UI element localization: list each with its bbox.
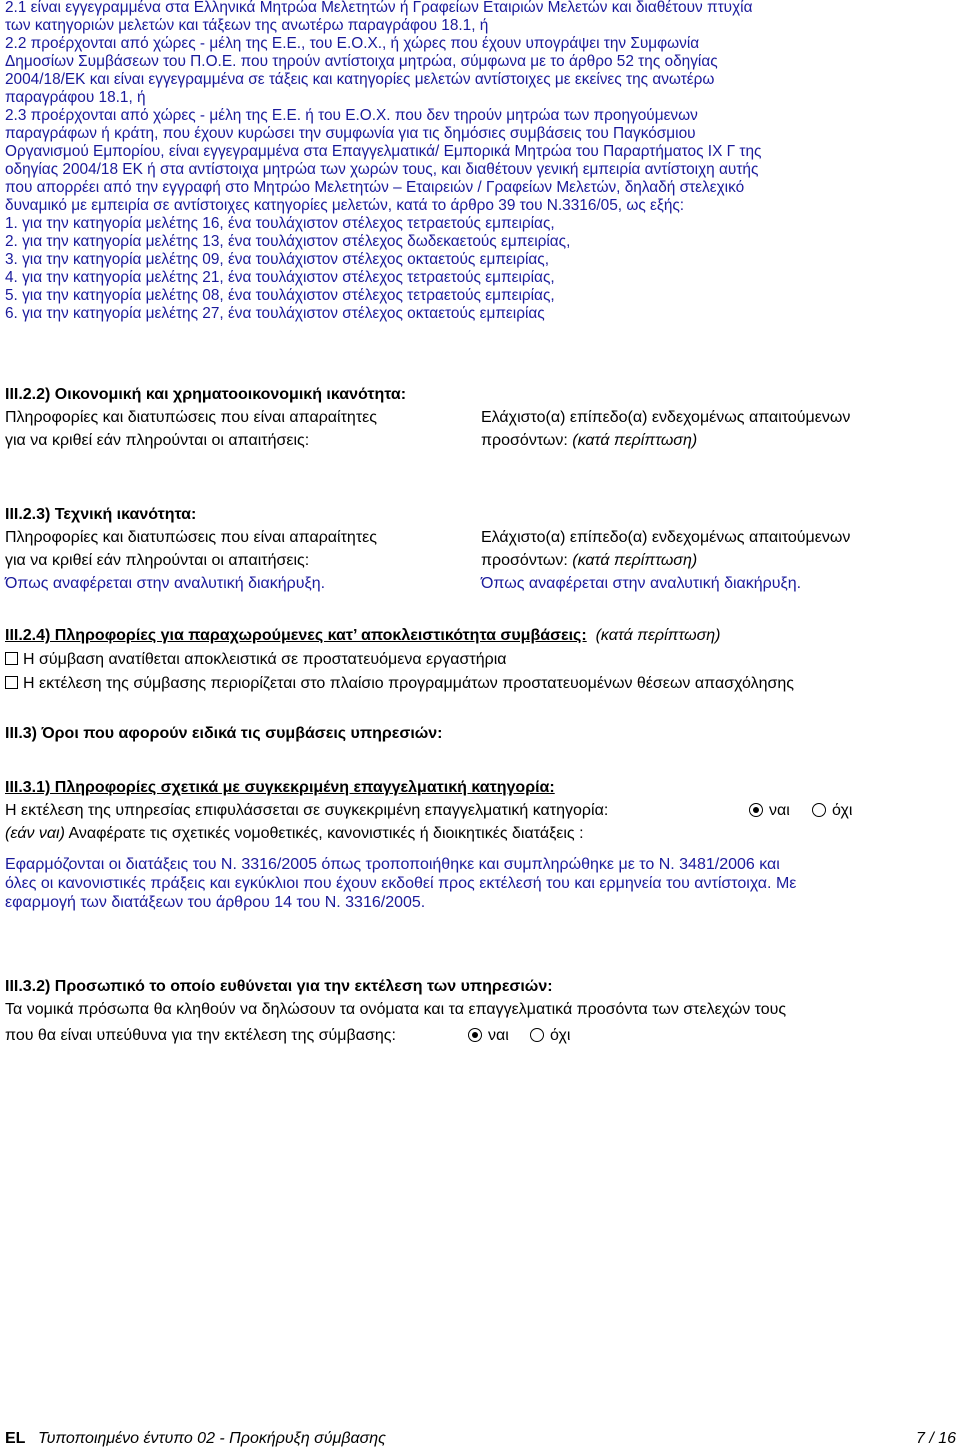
staff-text: Τα νομικά πρόσωπα θα κληθούν να δηλώσουν τα ονόματα και τα επαγγελματικά προσόντα των στελεχών τους bbox=[5, 1001, 787, 1018]
section-heading: ΙΙΙ.3.1) Πληροφορίες σχετικά με συγκεκριμένη επαγγελματική κατηγορία: bbox=[5, 779, 555, 796]
text-line: που απορρέει από την εγγραφή στο Μητρώο Μελετητών – Εταιρειών / Γραφείων Μελετών, δηλαδή στελεχικό bbox=[5, 179, 745, 196]
left-label: Πληροφορίες και διατυπώσεις που είναι απαραίτητες bbox=[5, 529, 377, 546]
section-heading: ΙΙΙ.3) Όροι που αφορούν ειδικά τις συμβάσεις υπηρεσιών: bbox=[5, 725, 443, 742]
right-label: Ελάχιστο(α) επίπεδο(α) ενδεχομένως απαιτούμενων bbox=[481, 409, 851, 426]
list-item: 4. για την κατηγορία μελέτης 21, ένα τουλάχιστον στέλεχος τετραετούς εμπειρίας, bbox=[5, 269, 555, 286]
left-value: Όπως αναφέρεται στην αναλυτική διακήρυξη. bbox=[5, 575, 326, 592]
right-label: προσόντων: (κατά περίπτωση) bbox=[481, 432, 698, 449]
section-heading: ΙΙΙ.2.4) Πληροφορίες για παραχωρούμενες κατ’ αποκλειστικότητα συμβάσεις: (κατά περίπτωση) bbox=[5, 627, 721, 644]
left-label: για να κριθεί εάν πληρούνται οι απαιτήσεις: bbox=[5, 552, 310, 569]
text-line: οδηγίας 2004/18 ΕΚ ή στα αντίστοιχα μητρώα των χωρών τους, και διαθέτουν γενική εμπειρία αντίστοιχη αυτής bbox=[5, 161, 759, 178]
right-label: προσόντων: (κατά περίπτωση) bbox=[481, 552, 698, 569]
sheltered-employment-option[interactable]: Η εκτέλεση της σύμβασης περιορίζεται στο πλαίσιο προγραμμάτων προστατευομένων θέσεων απασχόλησης bbox=[5, 673, 794, 694]
radio-selected-icon[interactable] bbox=[749, 803, 763, 817]
list-item: 1. για την κατηγορία μελέτης 16, ένα τουλάχιστον στέλεχος τετραετούς εμπειρίας, bbox=[5, 215, 555, 232]
answer-line: όλες οι κανονιστικές πράξεις και εγκύκλιοι που έχουν εκδοθεί προς εκτέλεσή του και ερμηνεία του αντίστοιχα. Με bbox=[5, 875, 797, 892]
section-heading: ΙΙΙ.3.2) Προσωπικό το οποίο ευθύνεται για την εκτέλεση των υπηρεσιών: bbox=[5, 978, 553, 995]
question-label: Η εκτέλεση της υπηρεσίας επιφυλάσσεται σε συγκεκριμένη επαγγελματική κατηγορία: bbox=[5, 802, 609, 819]
text-line: των κατηγοριών μελετών και τάξεων της ανωτέρω παραγράφου 18.1, ή bbox=[5, 17, 489, 34]
radio-empty-icon[interactable] bbox=[530, 1028, 544, 1042]
form-title: Τυποποιημένο έντυπο 02 - Προκήρυξη σύμβασης bbox=[38, 1430, 386, 1447]
text-line: Οργανισμού Εμπορίου, είναι εγγεγραμμένα στα Επαγγελματικά/ Εμπορικά Μητρώα του Παραρτήματος ΙΧ Γ της bbox=[5, 143, 762, 160]
note-label: (εάν ναι) Αναφέρατε τις σχετικές νομοθετικές, κανονιστικές ή διοικητικές διατάξεις : bbox=[5, 825, 584, 842]
left-label: Πληροφορίες και διατυπώσεις που είναι απαραίτητες bbox=[5, 409, 377, 426]
list-item: 6. για την κατηγορία μελέτης 27, ένα τουλάχιστον στέλεχος οκταετούς εμπειρίας bbox=[5, 305, 545, 322]
checkbox[interactable] bbox=[5, 652, 18, 665]
text-line: Δημοσίων Συμβάσεων του Π.Ο.Ε. που τηρούν αντίστοιχα μητρώα, σύμφωνα με το άρθρο 52 της οδηγίας bbox=[5, 53, 718, 70]
text-line: 2.2 προέρχονται από χώρες - μέλη της Ε.Ε., του Ε.Ο.Χ., ή χώρες που έχουν υπογράψει την Συμφωνία bbox=[5, 35, 700, 52]
right-value: Όπως αναφέρεται στην αναλυτική διακήρυξη. bbox=[481, 575, 802, 592]
text-line: 2.3 προέρχονται από χώρες - μέλη της Ε.Ε. ή του Ε.Ο.Χ. που δεν τηρούν μητρώα των προηγούμενων bbox=[5, 107, 698, 124]
text-line: παραγράφων ή κράτη, που έχουν κυρώσει την συμφωνία για τις δημόσιες συμβάσεις του Παγκόσμιου bbox=[5, 125, 696, 142]
yes-radio-option[interactable]: ναι bbox=[468, 1025, 509, 1046]
left-label: για να κριθεί εάν πληρούνται οι απαιτήσεις: bbox=[5, 432, 310, 449]
radio-empty-icon[interactable] bbox=[812, 803, 826, 817]
list-item: 2. για την κατηγορία μελέτης 13, ένα τουλάχιστον στέλεχος δωδεκαετούς εμπειρίας, bbox=[5, 233, 571, 250]
no-radio-option[interactable]: όχι bbox=[530, 1025, 570, 1046]
text-line: δυναμικό με εμπειρία σε αντίστοιχες κατηγορίες μελετών, κατά το άρθρο 39 του Ν.3316/05, ως εξής: bbox=[5, 197, 685, 214]
answer-line: εφαρμογή των διατάξεων του άρθρου 14 του Ν. 3316/2005. bbox=[5, 894, 426, 911]
answer-line: Εφαρμόζονται οι διατάξεις του Ν. 3316/2005 όπως τροποποιήθηκε και συμπληρώθηκε με το Ν. 3481/2006 και bbox=[5, 856, 780, 873]
staff-text: που θα είναι υπεύθυνα για την εκτέλεση της σύμβασης: bbox=[5, 1027, 396, 1044]
checkbox[interactable] bbox=[5, 676, 18, 689]
section-heading: ΙΙΙ.2.2) Οικονομική και χρηματοοικονομική ικανότητα: bbox=[5, 386, 407, 403]
right-label: Ελάχιστο(α) επίπεδο(α) ενδεχομένως απαιτούμενων bbox=[481, 529, 851, 546]
no-radio-option[interactable]: όχι bbox=[812, 800, 852, 821]
list-item: 5. για την κατηγορία μελέτης 08, ένα τουλάχιστον στέλεχος τετραετούς εμπειρίας, bbox=[5, 287, 555, 304]
page-number: 7 / 16 bbox=[915, 1430, 956, 1447]
text-line: 2.1 είναι εγγεγραμμένα στα Ελληνικά Μητρώα Μελετητών ή Γραφείων Εταιριών Μελετών και διαθέτουν πτυχία bbox=[5, 0, 753, 16]
text-line: 2004/18/ΕΚ και είναι εγγεγραμμένα σε τάξεις και κατηγορίες μελετών αντίστοιχες με εκείνες της ανωτέρω bbox=[5, 71, 715, 88]
section-heading: ΙΙΙ.2.3) Τεχνική ικανότητα: bbox=[5, 506, 197, 523]
language-code: EL bbox=[5, 1430, 26, 1447]
list-item: 3. για την κατηγορία μελέτης 09, ένα τουλάχιστον στέλεχος οκταετούς εμπειρίας, bbox=[5, 251, 549, 268]
radio-selected-icon[interactable] bbox=[468, 1028, 482, 1042]
yes-radio-option[interactable]: ναι bbox=[749, 800, 790, 821]
text-line: παραγράφου 18.1, ή bbox=[5, 89, 146, 106]
reserved-workshops-option[interactable]: Η σύμβαση ανατίθεται αποκλειστικά σε προστατευόμενα εργαστήρια bbox=[5, 649, 507, 670]
